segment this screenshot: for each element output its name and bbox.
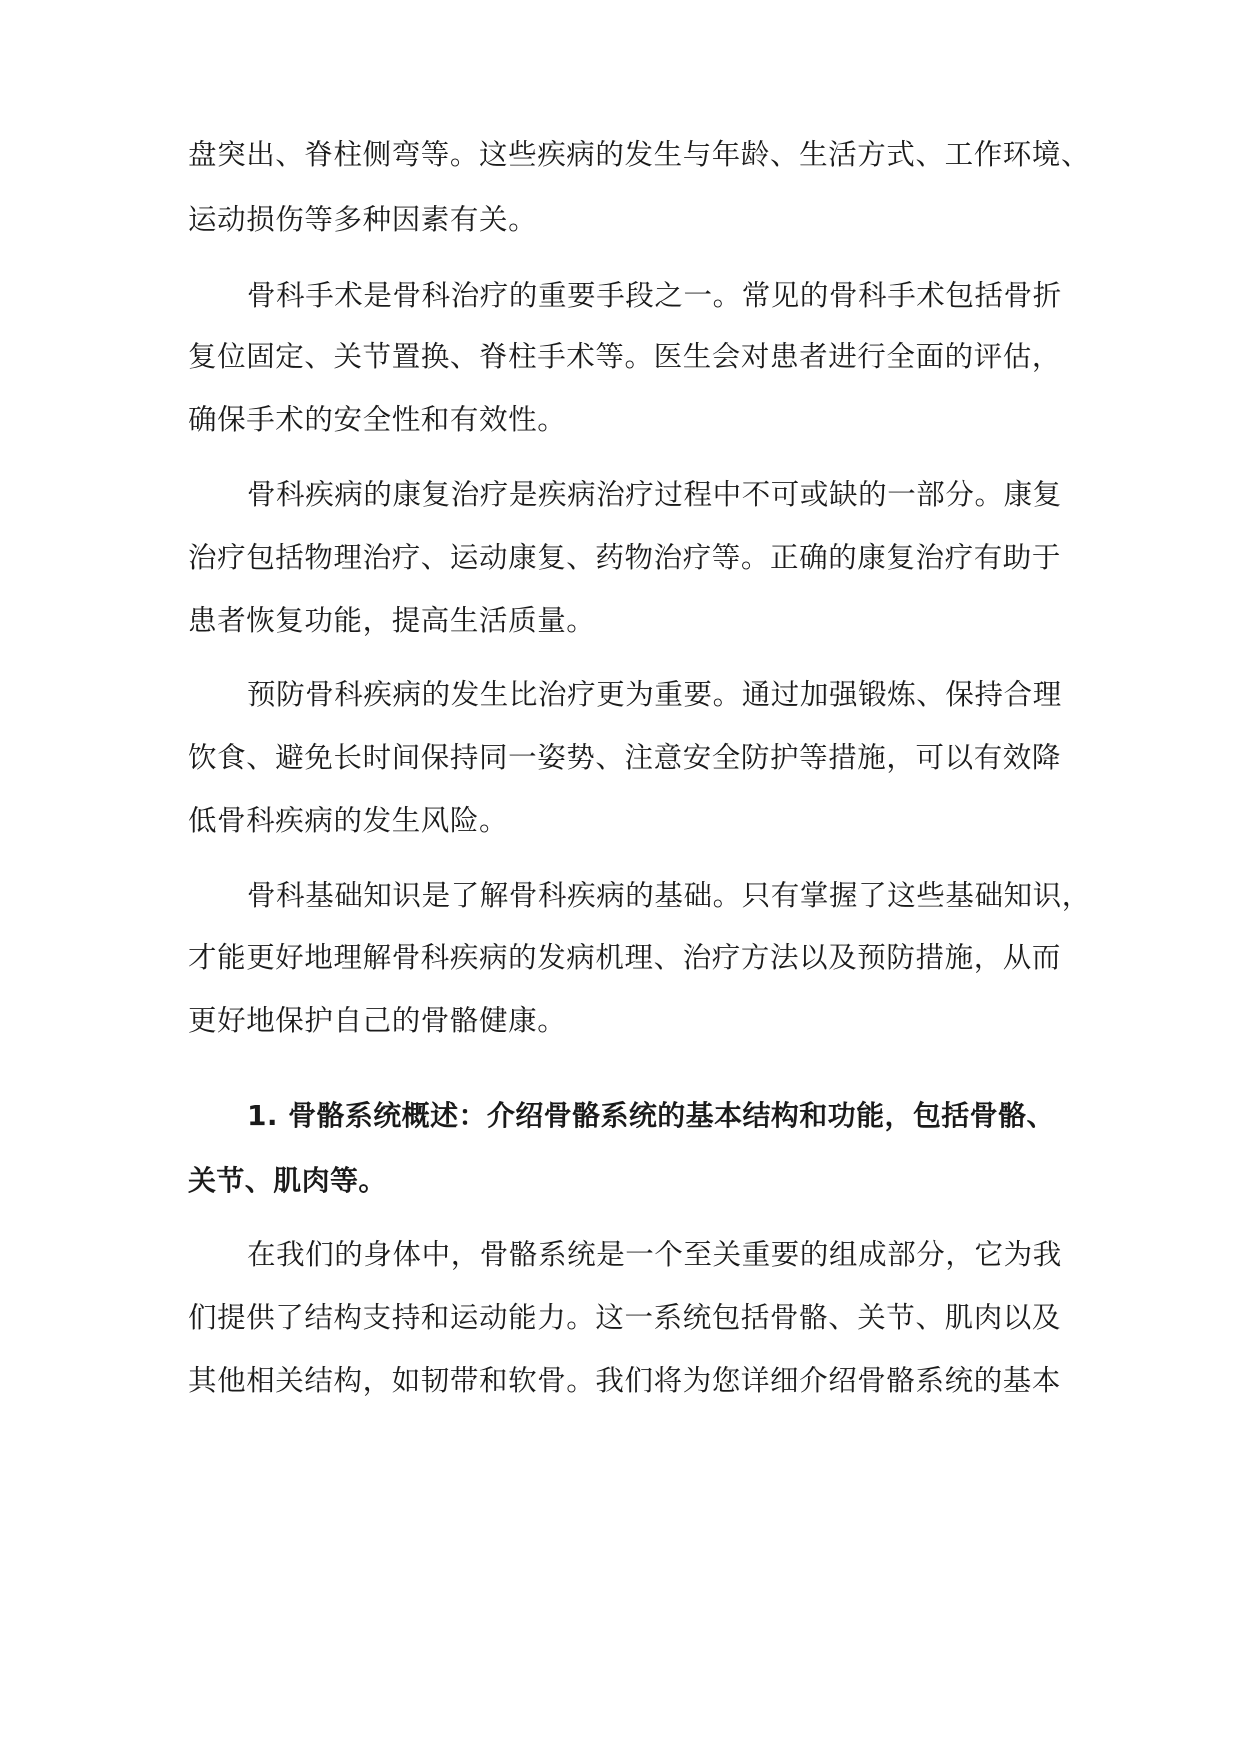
text-line: 低骨科疾病的发生风险。 — [188, 804, 509, 837]
text-line: 确保手术的安全性和有效性。 — [188, 403, 567, 436]
text-line: 更好地保护自己的骨骼健康。 — [188, 1004, 567, 1037]
paragraph-first-line: 预防骨科疾病的发生比治疗更为重要。通过加强锻炼、保持合理 — [247, 678, 1062, 711]
text-line: 患者恢复功能，提高生活质量。 — [188, 604, 596, 637]
paragraph-first-line: 骨科手术是骨科治疗的重要手段之一。常见的骨科手术包括骨折 — [247, 279, 1062, 312]
text-line: 复位固定、关节置换、脊柱手术等。医生会对患者进行全面的评估， — [188, 340, 1062, 373]
paragraph-first-line: 在我们的身体中，骨骼系统是一个至关重要的组成部分，它为我 — [247, 1238, 1062, 1271]
paragraph-first-line: 骨科基础知识是了解骨科疾病的基础。只有掌握了这些基础知识， — [247, 879, 1091, 912]
text-line: 盘突出、脊柱侧弯等。这些疾病的发生与年龄、生活方式、工作环境、 — [188, 138, 1091, 171]
text-line: 运动损伤等多种因素有关。 — [188, 203, 538, 236]
text-line: 们提供了结构支持和运动能力。这一系统包括骨骼、关节、肌肉以及 — [188, 1301, 1062, 1334]
text-line: 饮食、避免长时间保持同一姿势、注意安全防护等措施，可以有效降 — [188, 741, 1062, 774]
section-heading-continued: 关节、肌肉等。 — [188, 1164, 387, 1197]
text-line: 治疗包括物理治疗、运动康复、药物治疗等。正确的康复治疗有助于 — [188, 541, 1062, 574]
paragraph-first-line: 骨科疾病的康复治疗是疾病治疗过程中不可或缺的一部分。康复 — [247, 478, 1062, 511]
text-line: 才能更好地理解骨科疾病的发病机理、治疗方法以及预防措施，从而 — [188, 941, 1062, 974]
text-line: 其他相关结构，如韧带和软骨。我们将为您详细介绍骨骼系统的基本 — [188, 1364, 1062, 1397]
section-heading: 1. 骨骼系统概述：介绍骨骼系统的基本结构和功能，包括骨骼、 — [247, 1099, 1055, 1132]
